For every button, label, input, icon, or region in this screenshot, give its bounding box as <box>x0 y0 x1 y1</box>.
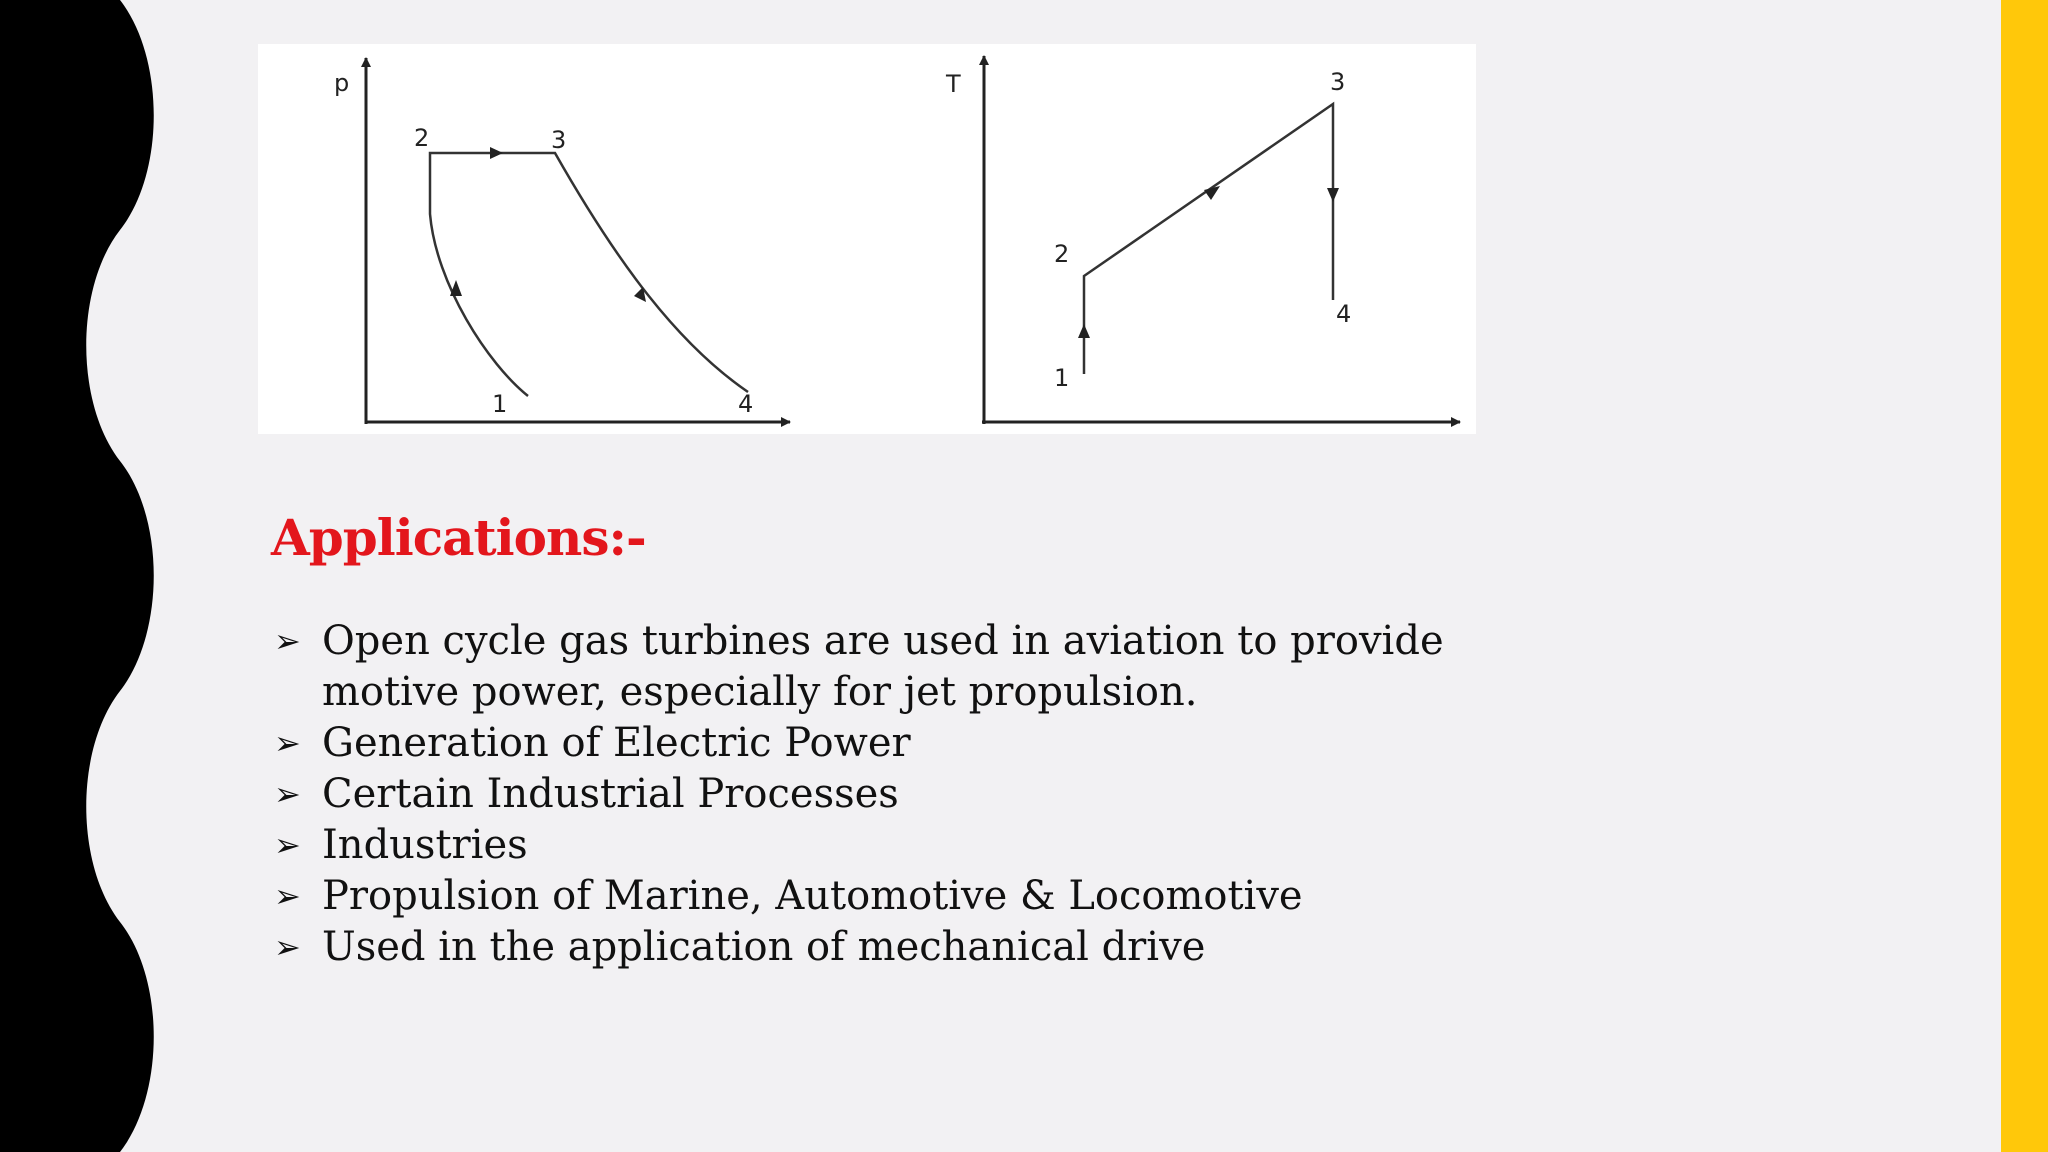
ts-direction-arrows <box>1078 186 1339 338</box>
arrowhead-bullet-icon: ➢ <box>274 622 301 660</box>
list-item-text: Generation of Electric Power <box>322 720 911 766</box>
ts-y-axis-label: T <box>946 70 961 98</box>
pv-direction-arrows <box>450 147 646 302</box>
arrowhead-bullet-icon: ➢ <box>274 826 301 864</box>
list-item-text: Industries <box>322 822 528 868</box>
yellow-accent-bar <box>2001 0 2048 1152</box>
applications-heading: Applications:- <box>271 508 646 567</box>
list-item-text: Used in the application of mechanical drive <box>322 924 1206 970</box>
arrowhead-bullet-icon: ➢ <box>274 877 301 915</box>
pv-point-4-label: 4 <box>738 390 754 418</box>
pv-y-axis-label: p <box>334 69 350 97</box>
arrowhead-bullet-icon: ➢ <box>274 724 301 762</box>
pv-point-3-label: 3 <box>551 126 567 154</box>
pv-axes <box>366 58 790 424</box>
list-item <box>272 769 1512 820</box>
brayton-cycle-diagram <box>258 44 1476 434</box>
pv-cycle-path <box>430 153 748 396</box>
list-item <box>272 922 1512 973</box>
ts-diagram <box>945 56 1460 424</box>
ts-point-4-label: 4 <box>1336 300 1352 328</box>
ts-point-2-label: 2 <box>1054 240 1070 268</box>
pv-point-2-label: 2 <box>414 124 430 152</box>
pv-point-1-label: 1 <box>492 390 508 418</box>
list-item <box>272 616 1512 718</box>
pv-diagram <box>334 58 790 424</box>
list-item <box>272 718 1512 769</box>
list-item-text: Certain Industrial Processes <box>322 771 899 817</box>
list-item-text: Open cycle gas turbines are used in aviation to provide motive power, especially for jet propulsion. <box>322 618 1444 715</box>
list-item <box>272 820 1512 871</box>
list-item-text: Propulsion of Marine, Automotive & Locomotive <box>322 873 1303 919</box>
ts-point-3-label: 3 <box>1330 68 1346 96</box>
arrowhead-bullet-icon: ➢ <box>274 928 301 966</box>
list-item <box>272 871 1512 922</box>
arrowhead-bullet-icon: ➢ <box>274 775 301 813</box>
applications-list <box>272 616 1512 973</box>
ts-point-1-label: 1 <box>1054 364 1070 392</box>
wavy-black-border <box>0 0 160 1152</box>
ts-cycle-path <box>1084 104 1333 374</box>
